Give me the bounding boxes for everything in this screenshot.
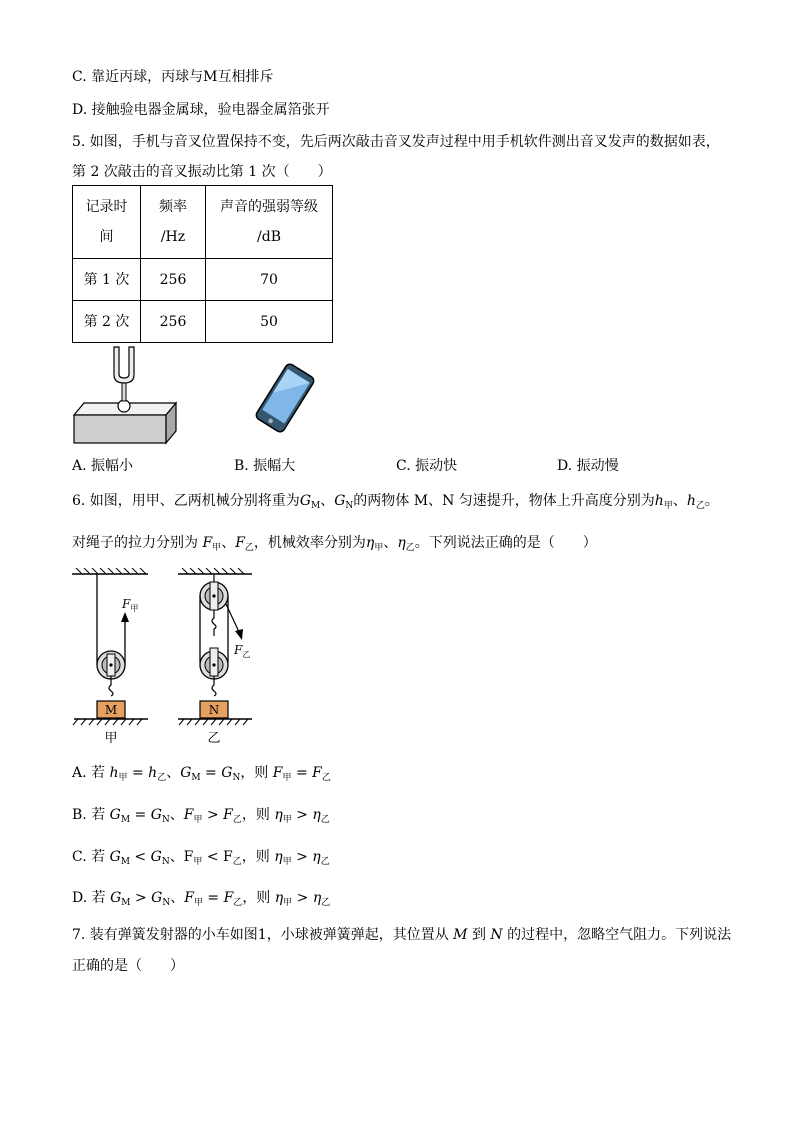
table-cell: 256 [141,301,206,343]
phone-figure [254,362,316,434]
option-4c: C. 靠近丙球，丙球与M互相排斥 [72,69,274,85]
q6-stem-pre: 6. 如图，用甲、乙两机械分别将重为 [72,493,300,509]
q7-stem-line2: 正确的是（ ） [72,958,184,974]
header-time-2: 间 [99,229,114,245]
q6-stem-b: ，机械效率分别为 [253,535,366,551]
q5-option-b: B. 振幅大 [234,458,296,474]
figure-label-yi: 乙 [207,731,221,746]
q7-stem-line1: 7. 装有弹簧发射器的小车如图1，小球被弹簧弹起，其位置从 M 到 N 的过程中，忽略空气阻力。下列说法 [72,927,732,943]
q6-stem-mid: 的两物体 M、N 匀速提升，物体上升高度分别为 [353,493,655,509]
header-db-1: 声音的强弱等级 [220,199,318,215]
q6-stem-line1: 6. 如图，用甲、乙两机械分别将重为$G_M$、$G_N$的两物体 M、N 匀速提升，物体上升高度分别为$h_甲$、$h_乙$。 [72,493,719,511]
table-cell: 50 [206,301,333,343]
q5-stem-line2: 第 2 次敲击的音叉振动比第 1 次（ ） [72,164,332,180]
q5-option-c: C. 振动快 [396,458,458,474]
table-row [73,301,333,343]
table-row [73,259,333,301]
header-freq-2: /Hz [160,229,186,245]
sound-data-table [72,185,333,343]
q5-option-a: A. 振幅小 [72,458,134,474]
q6-option-a: A. 若 $h_甲 = h_乙$、$G_M = G_N$，则 $F_甲 = F_乙$ [72,765,331,783]
q6-stem-a: 对绳子的拉力分别为 [72,535,198,551]
object-m-label: M [104,703,118,717]
q6-option-d: D. 若 $G_M > G_N$、$F_甲 = F_乙$，则 $\eta_甲 > \eta_乙$ [72,890,331,908]
q6-stem-line2: 对绳子的拉力分别为 $F_甲$、$F_乙$，机械效率分别为$\eta_甲$、$\eta_乙$。下列说法正确的是（ ） [72,535,597,553]
pulley-jia-figure [70,568,152,746]
q5-stem-line1: 5. 如图，手机与音叉位置保持不变，先后两次敲击音叉发声过程中用手机软件测出音叉发声的数据如表， [72,134,720,150]
header-db-2: /dB [257,229,281,245]
table-cell: 第 1 次 [73,259,141,301]
q6-stem-c: 。下列说法正确的是（ ） [414,535,597,551]
header-freq-1: 频率 [159,199,187,215]
option-4d: D. 接触验电器金属球，验电器金属箔张开 [72,102,330,118]
q6-option-b: B. 若 $G_M = G_N$、$F_甲 > F_乙$，则 $\eta_甲 > \eta_乙$ [72,807,330,825]
tuning-fork-figure [72,345,182,447]
figure-label-jia: 甲 [104,731,118,746]
table-cell: 70 [206,259,333,301]
force-label-jia: $F_甲$ [122,597,139,613]
q6-option-c: C. 若 $G_M < G_N$、$F_甲 < F_乙$，则 $\eta_甲 > \eta_乙$ [72,849,330,867]
object-n-label: N [208,703,220,717]
force-label-yi: $F_乙$ [234,643,251,659]
table-cell: 256 [141,259,206,301]
pulley-yi-figure [176,568,256,746]
q5-option-d: D. 振动慢 [557,458,619,474]
header-time-1: 记录时 [85,199,128,215]
table-header-row [73,186,333,259]
table-cell: 第 2 次 [73,301,141,343]
